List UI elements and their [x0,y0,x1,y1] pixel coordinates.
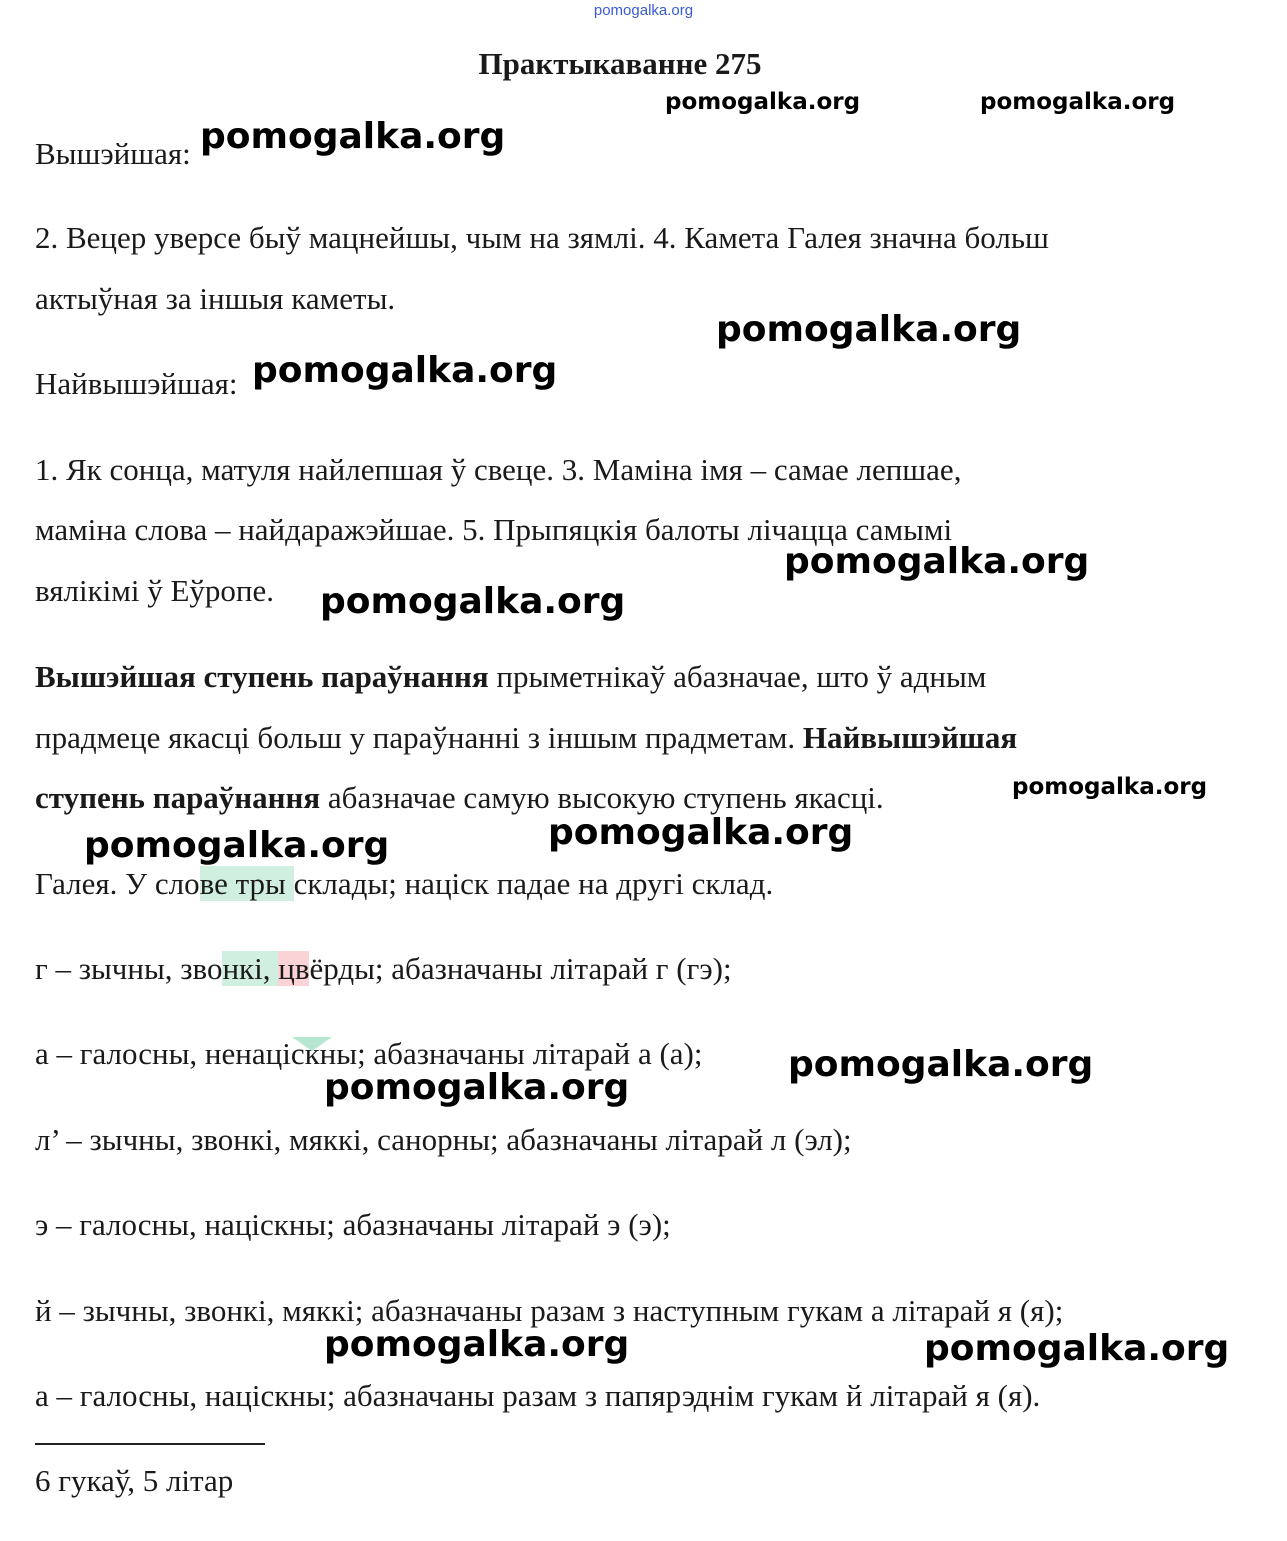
sound-g-d: ёрды; абазначаны літарай г (гэ); [309,951,732,986]
rule-term-superlative: Найвышэйшая [802,720,1018,755]
watermark: pomogalka.org [924,1328,1230,1369]
page-title: Практыкаванне 275 [478,46,762,81]
footnote: 6 гукаў, 5 літар [35,1463,234,1498]
rule-term-degree: ступень параўнання [35,780,321,815]
watermark: pomogalka.org [788,1044,1094,1085]
rule-text-2: прадмеце якасці больш у параўнанні з іншым прадметам. [35,720,803,755]
sound-l: л’ – зычны, звонкі, мяккі, санорны; абазначаны літарай л (эл); [35,1122,852,1157]
footnote-divider [35,1443,265,1445]
sound-a-2: а – галосны, націскны; абазначаны разам з папярэднім гукам й літарай я (я). [35,1378,1041,1413]
sound-a-1: а – галосны, ненаціскны; абазначаны літарай а (а); [35,1036,703,1071]
watermark: pomogalka.org [980,89,1176,115]
analysis-intro-c: склады; націск падае на другі склад. [293,866,774,901]
comparative-line-2: актыўная за іншыя каметы. [35,281,396,316]
rule-line-2 [35,718,1017,758]
comparative-heading: Вышэйшая: [35,136,191,171]
superlative-line-2: маміна слова – найдаражэйшае. 5. Прыпяцкія балоты лічацца самымі [35,512,953,547]
watermark: pomogalka.org [548,812,854,853]
watermark: pomogalka.org [324,1324,630,1365]
rule-text-1: прыметнікаў абазначае, што ў адным [488,659,987,694]
rule-term-comparative: Вышэйшая ступень параўнання [35,659,489,694]
watermark: pomogalka.org [200,116,506,157]
superlative-heading: Найвышэйшая: [35,366,238,401]
analysis-intro [35,864,773,904]
comparative-line-1: 2. Вецер уверсе быў мацнейшы, чым на зямлі. 4. Камета Галея значна больш [35,220,1049,255]
sound-g-highlight-green: нкі, [222,951,279,986]
sound-e: э – галосны, націскны; абазначаны літарай э (э); [35,1207,671,1242]
sound-g-a: г – зычны, зво [35,951,223,986]
watermark: pomogalka.org [320,581,626,622]
sound-j: й – зычны, звонкі, мяккі; абазначаны разам з наступным гукам а літарай я (я); [35,1293,1064,1328]
rule-text-3: абазначае самую высокую ступень якасці. [320,780,884,815]
watermark: pomogalka.org [252,350,558,391]
sound-g-highlight-red: цв [278,951,310,986]
watermark: pomogalka.org [84,825,390,866]
watermark: pomogalka.org [716,309,1022,350]
watermark: pomogalka.org [784,541,1090,582]
watermark: pomogalka.org [665,89,861,115]
watermark: pomogalka.org [1012,774,1208,800]
sound-g [35,949,732,989]
watermark: pomogalka.org [324,1067,630,1108]
rule-line-1 [35,657,986,697]
analysis-intro-highlight: ве тры [199,866,294,901]
superlative-line-3: вялікімі ў Еўропе. [35,573,275,608]
site-link[interactable]: pomogalka.org [593,2,694,19]
analysis-intro-a: Галея. У сло [35,866,200,901]
superlative-line-1: 1. Як сонца, матуля найлепшая ў свеце. 3. Маміна імя – самае лепшае, [35,452,962,487]
